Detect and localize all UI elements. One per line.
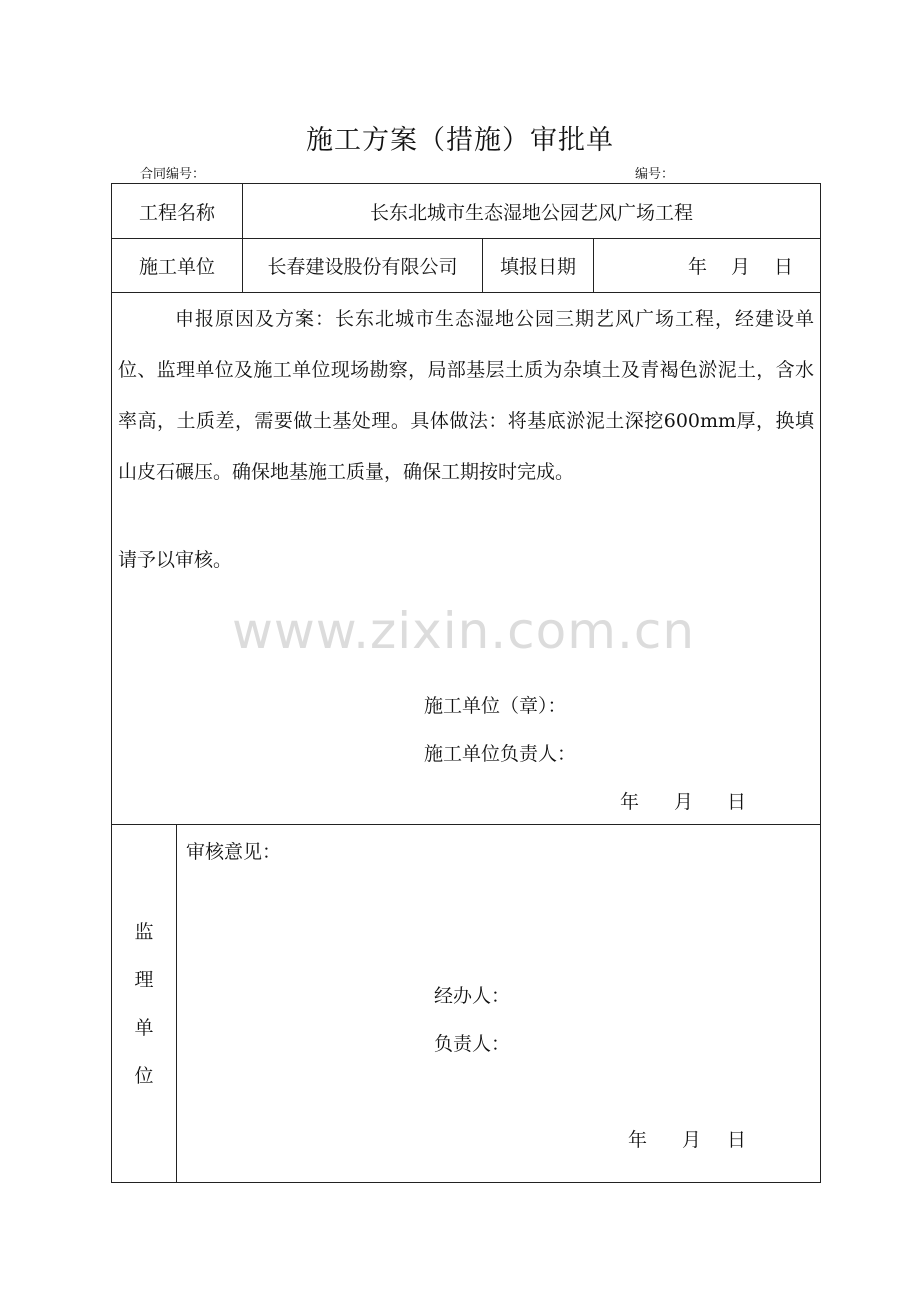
page-title: 施工方案（措施）审批单: [306, 125, 614, 156]
date-year: 年: [688, 256, 708, 278]
project-name-value: 长东北城市生态湿地公园艺风广场工程: [369, 201, 693, 224]
application-date-year: 年: [620, 791, 640, 813]
supervision-leader-label: 负责人：: [434, 1033, 511, 1055]
supervision-label-char: 理: [134, 969, 154, 991]
construction-leader-label: 施工单位负责人：: [424, 743, 577, 765]
review-opinion-label: 审核意见：: [186, 841, 282, 863]
date-month: 月: [731, 256, 751, 278]
construction-seal-label: 施工单位（章）：: [424, 695, 567, 717]
application-date-month: 月: [674, 791, 694, 813]
application-reason-text: 申报原因及方案：长东北城市生态湿地公园三期艺风广场工程，经建设单位、监理单位及施工单位现场勘察，局部基层土质为杂填土及青褐色淤泥土，含水率高，土质差，需要做土基处理。具体做法：将基底淤泥土深挖600mm厚，换填山皮石碾压。确保地基施工质量，确保工期按时完成。: [118, 308, 814, 483]
report-date-field: [594, 239, 820, 292]
supervision-date-year: 年: [628, 1129, 648, 1151]
project-name-label: 工程名称: [138, 201, 215, 224]
approval-form-table: [111, 183, 821, 1183]
column-divider: [176, 824, 177, 1182]
date-day: 日: [774, 256, 794, 278]
construction-unit-value: 长春建设股份有限公司: [267, 256, 458, 278]
handler-label: 经办人：: [434, 985, 511, 1007]
report-date-label: 填报日期: [499, 256, 576, 278]
contract-number-label: 合同编号：: [140, 167, 206, 182]
supervision-label-char: 监: [134, 921, 154, 943]
supervision-label-char: 位: [134, 1065, 154, 1087]
supervision-date-day: 日: [727, 1129, 747, 1151]
application-date-day: 日: [727, 791, 747, 813]
construction-unit-label: 施工单位: [138, 256, 215, 278]
watermark: www.zixin.com.cn: [232, 602, 696, 660]
supervision-label-char: 单: [134, 1017, 154, 1039]
application-request: 请予以审核。: [118, 549, 233, 571]
row-divider: [112, 824, 820, 825]
document-number-label: 编号：: [635, 167, 675, 182]
row-divider: [112, 292, 820, 293]
supervision-date-month: 月: [682, 1129, 702, 1151]
